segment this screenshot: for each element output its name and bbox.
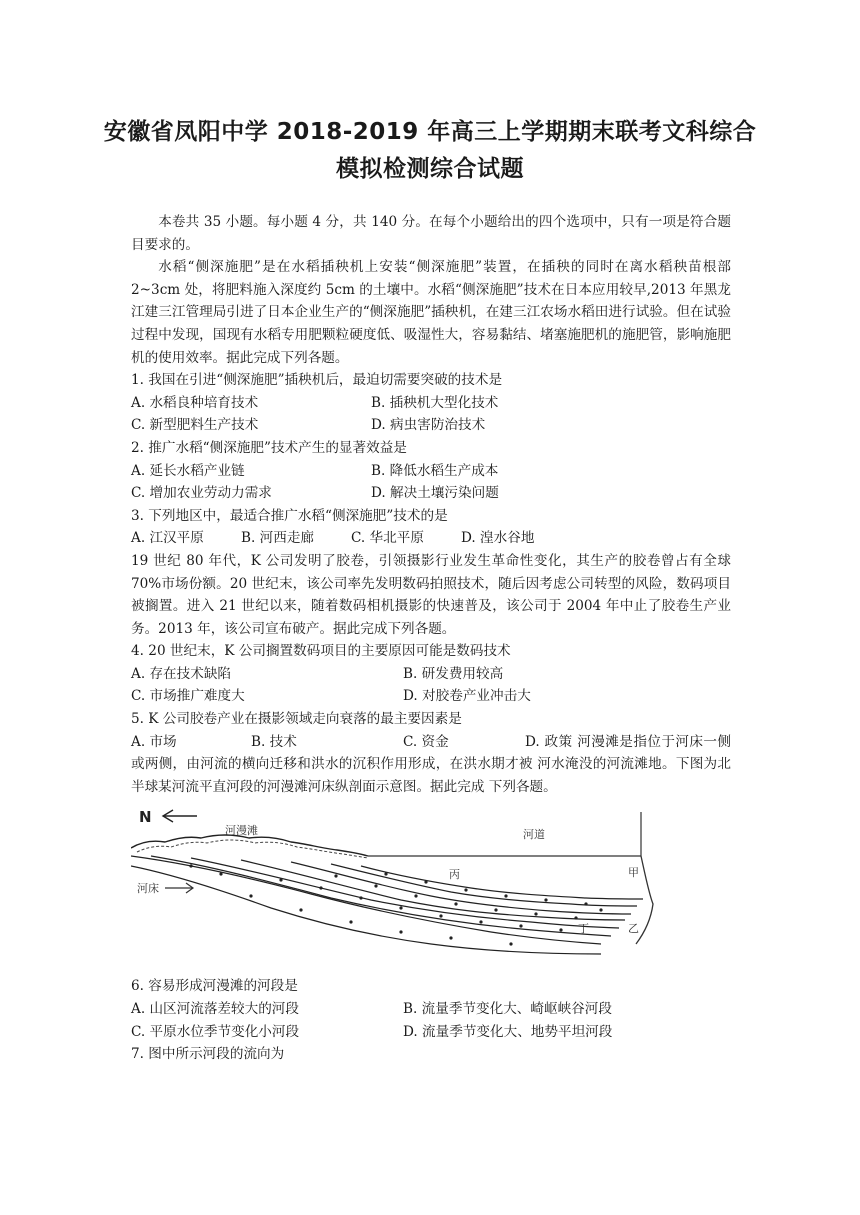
- label-ding: 丁: [578, 922, 589, 936]
- north-arrow-icon: [163, 810, 197, 822]
- q5-option-a: A. 市场: [131, 733, 177, 750]
- label-yi: 乙: [628, 922, 639, 936]
- q3-option-a: A. 江汉平原: [131, 530, 204, 547]
- q2-option-c: C. 增加农业劳动力需求: [131, 485, 272, 502]
- label-bing: 丙: [449, 868, 460, 882]
- q5-option-c: C. 资金: [403, 733, 449, 750]
- question-2-stem: 2. 推广水稻“侧深施肥”技术产生的显著效益是: [131, 439, 407, 456]
- question-6-options-row2: [131, 1021, 731, 1044]
- passage-3: 河漫滩是指位于河床一侧或两侧，由河流的横向迁移和洪水的沉积作用形成，在洪水期才被 河水淹没的河流滩地。下图为北半球某河流平直河段的河漫滩河床纵剖面示意图。据此完成 下列各题。: [131, 733, 732, 795]
- question-4-options-row2: [131, 685, 731, 708]
- riverbed-label: 河床: [137, 882, 159, 896]
- q1-option-a: A. 水稻良种培育技术: [131, 394, 259, 411]
- passage-2: 19 世纪 80 年代，K 公司发明了胶卷，引领摄影行业发生革命性变化，其生产的胶卷曾占有全球 70%市场份额。20 世纪末，该公司率先发明数码拍照技术，随后因考虑公司转型的风险，数码项目被搁置。进入 21 世纪以来，随着数码相机摄影的快速普及，该公司于 2004 年中止了胶卷生产业务。2013 年，该公司宣布破产。据此完成下列各题。: [131, 552, 731, 637]
- label-jia: 甲: [628, 866, 639, 880]
- q6-option-d: D. 流量季节变化大、地势平坦河段: [403, 1023, 613, 1040]
- riverbed-arrow-icon: [165, 883, 193, 893]
- q4-option-b: B. 研发费用较高: [403, 665, 504, 682]
- q4-option-c: C. 市场推广难度大: [131, 688, 245, 705]
- sediment-layers: [131, 856, 643, 954]
- q2-option-a: A. 延长水稻产业链: [131, 462, 245, 479]
- floodplain-cross-section-figure: [131, 804, 731, 969]
- q1-option-c: C. 新型肥料生产技术: [131, 417, 259, 434]
- q6-option-b: B. 流量季节变化大、崎岖峡谷河段: [403, 1001, 612, 1018]
- question-3-stem: 3. 下列地区中，最适合推广水稻“侧深施肥”技术的是: [131, 507, 448, 524]
- q1-option-b: B. 插秧机大型化技术: [371, 394, 499, 411]
- q3-option-d: D. 湟水谷地: [461, 530, 535, 547]
- question-6-options-row1: [131, 998, 731, 1021]
- question-1-options-row1: [131, 392, 731, 415]
- floodplain-label: 河漫滩: [225, 824, 258, 838]
- question-3-options: [131, 527, 731, 550]
- question-2-options-row2: [131, 482, 731, 505]
- q1-option-d: D. 病虫害防治技术: [371, 417, 486, 434]
- page-title-line1: 安徽省凤阳中学 2018-2019 年高三上学期期末联考文科综合: [103, 119, 757, 145]
- q6-option-a: A. 山区河流落差较大的河段: [131, 1001, 299, 1018]
- passage-1: 水稻“侧深施肥”是在水稻插秧机上安装“侧深施肥”装置，在插秧的同时在离水稻秧苗根部 2~3cm 处，将肥料施入深度约 5cm 的土壤中。水稻“侧深施肥”技术在日本应用较早,2013 年黑龙江建三江管理局引进了日本企业生产的“侧深施肥”插秧机，在建三江农场水稻田进行试验。但在试验过程中发现，国现有水稻专用肥颗粒硬度低、吸湿性大，容易黏结、堵塞施肥机的施肥管，影响施肥机的使用效率。据此完成下列各题。: [131, 259, 731, 366]
- q6-option-c: C. 平原水位季节变化小河段: [131, 1023, 300, 1040]
- q3-option-c: C. 华北平原: [351, 530, 424, 547]
- question-1-stem: 1. 我国在引进“侧深施肥”插秧机后，最迫切需要突破的技术是: [131, 372, 503, 389]
- page-title-line2: 模拟检测综合试题: [336, 156, 524, 182]
- q5-option-d: D. 政策: [525, 733, 573, 750]
- instructions: 本卷共 35 小题。每小题 4 分，共 140 分。在每个小题给出的四个选项中，只有一项是符合题目要求的。: [131, 214, 731, 253]
- question-4-stem: 4. 20 世纪末，K 公司搁置数码项目的主要原因可能是数码技术: [131, 643, 511, 660]
- question-5-options-and-passage-3: [131, 731, 731, 799]
- q4-option-a: A. 存在技术缺陷: [131, 665, 232, 682]
- q4-option-d: D. 对胶卷产业冲击大: [403, 688, 531, 705]
- question-6-stem: 6. 容易形成河漫滩的河段是: [131, 978, 298, 995]
- document-body: [131, 211, 731, 1066]
- question-4-options-row1: [131, 663, 731, 686]
- q2-option-d: D. 解决土壤污染问题: [371, 485, 499, 502]
- channel-label: 河道: [523, 828, 545, 842]
- question-1-options-row2: [131, 414, 731, 437]
- question-7-stem: 7. 图中所示河段的流向为: [131, 1046, 285, 1063]
- floodplain-diagram: [131, 804, 731, 969]
- floodplain-surface: [131, 835, 368, 858]
- north-label: N: [139, 808, 152, 827]
- question-5-stem: 5. K 公司胶卷产业在摄影领域走向衰落的最主要因素是: [131, 711, 462, 728]
- q2-option-b: B. 降低水稻生产成本: [371, 462, 499, 479]
- q3-option-b: B. 河西走廊: [241, 530, 315, 547]
- q5-option-b: B. 技术: [251, 733, 297, 750]
- question-2-options-row1: [131, 460, 731, 483]
